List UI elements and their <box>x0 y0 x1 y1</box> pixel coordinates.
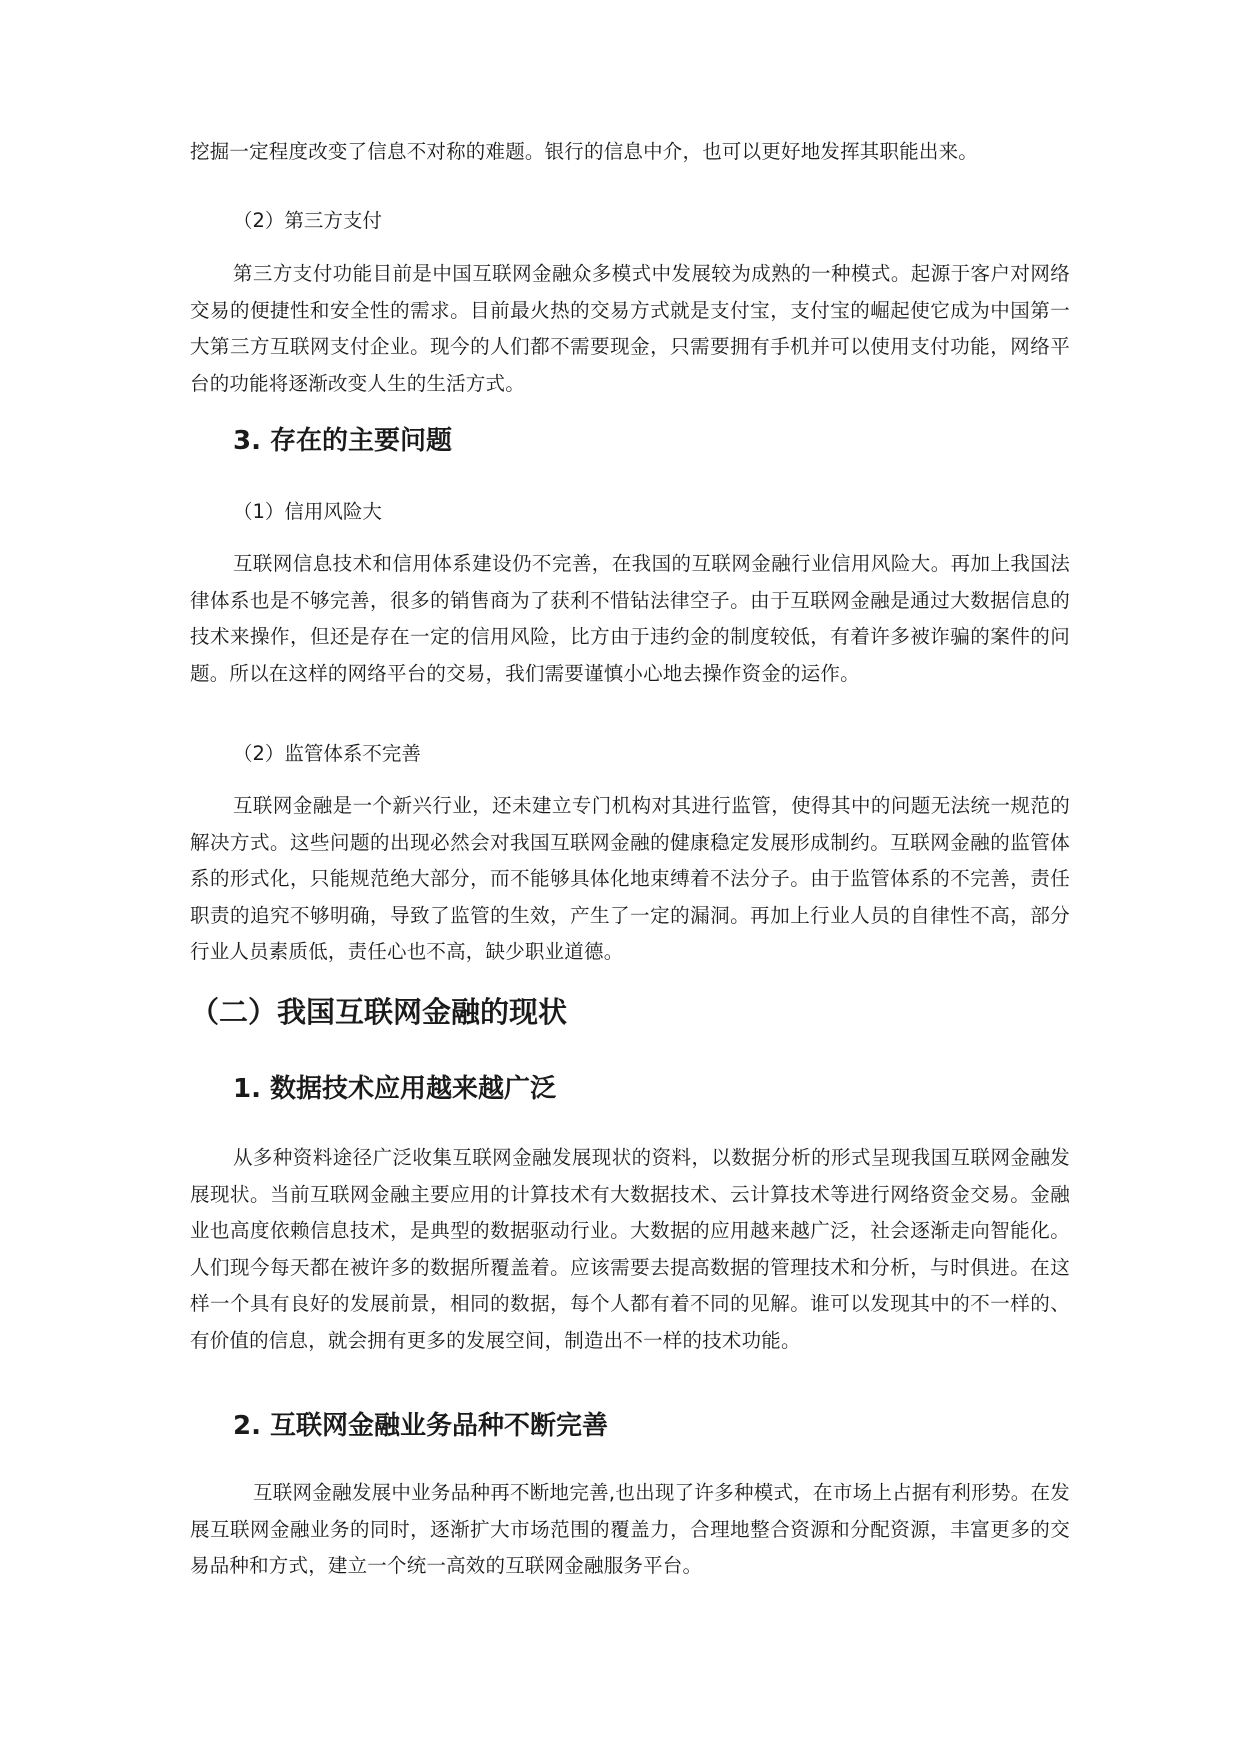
heading-data-tech: 1. 数据技术应用越来越广泛 <box>233 1074 557 1104</box>
heading-business: 2. 互联网金融业务品种不断完善 <box>233 1411 609 1441</box>
paragraph-third-party-payment: 第三方支付功能目前是中国互联网金融众多模式中发展较为成熟的一种模式。起源于客户对网络交易的便捷性和安全性的需求。目前最火热的交易方式就是支付宝，支付宝的崛起使它成为中国第一大第三方互联网支付企业。现今的人们都不需要现金，只需要拥有手机并可以使用支付功能，网络平台的功能将逐渐改变人生的生活方式。 <box>190 262 1070 395</box>
heading-main-problems: 3. 存在的主要问题 <box>233 426 453 456</box>
paragraph-data-tech: 从多种资料途径广泛收集互联网金融发展现状的资料，以数据分析的形式呈现我国互联网金融发展现状。当前互联网金融主要应用的计算技术有大数据技术、云计算技术等进行网络资金交易。金融业也高度依赖信息技术，是典型的数据驱动行业。大数据的应用越来越广泛，社会逐渐走向智能化。人们现今每天都在被许多的数据所覆盖着。应该需要去提高数据的管理技术和分析，与时俱进。在这样一个具有良好的发展前景，相同的数据，每个人都有着不同的见解。谁可以发现其中的不一样的、有价值的信息，就会拥有更多的发展空间，制造出不一样的技术功能。 <box>190 1146 1070 1352</box>
subheading-regulation: （2）监管体系不完善 <box>233 742 421 765</box>
heading-status: （二）我国互联网金融的现状 <box>190 995 568 1029</box>
paragraph-business: 互联网金融发展中业务品种再不断地完善,也出现了许多种模式，在市场上占据有利形势。在发展互联网金融业务的同时，逐渐扩大市场范围的覆盖力，合理地整合资源和分配资源，丰富更多的交易品种和方式，建立一个统一高效的互联网金融服务平台。 <box>190 1481 1070 1577</box>
paragraph-intro: 挖掘一定程度改变了信息不对称的难题。银行的信息中介，也可以更好地发挥其职能出来。 <box>190 140 979 163</box>
subheading-credit-risk: （1）信用风险大 <box>233 500 382 523</box>
subheading-third-party-payment: （2）第三方支付 <box>233 209 382 232</box>
paragraph-regulation: 互联网金融是一个新兴行业，还未建立专门机构对其进行监管，使得其中的问题无法统一规范的解决方式。这些问题的出现必然会对我国互联网金融的健康稳定发展形成制约。互联网金融的监管体系的形式化，只能规范绝大部分，而不能够具体化地束缚着不法分子。由于监管体系的不完善，责任职责的追究不够明确，导致了监管的生效，产生了一定的漏洞。再加上行业人员的自律性不高，部分行业人员素质低，责任心也不高，缺少职业道德。 <box>190 794 1070 963</box>
paragraph-credit-risk: 互联网信息技术和信用体系建设仍不完善，在我国的互联网金融行业信用风险大。再加上我国法律体系也是不够完善，很多的销售商为了获利不惜钻法律空子。由于互联网金融是通过大数据信息的技术来操作，但还是存在一定的信用风险，比方由于违约金的制度较低，有着许多被诈骗的案件的问题。所以在这样的网络平台的交易，我们需要谨慎小心地去操作资金的运作。 <box>190 552 1070 685</box>
